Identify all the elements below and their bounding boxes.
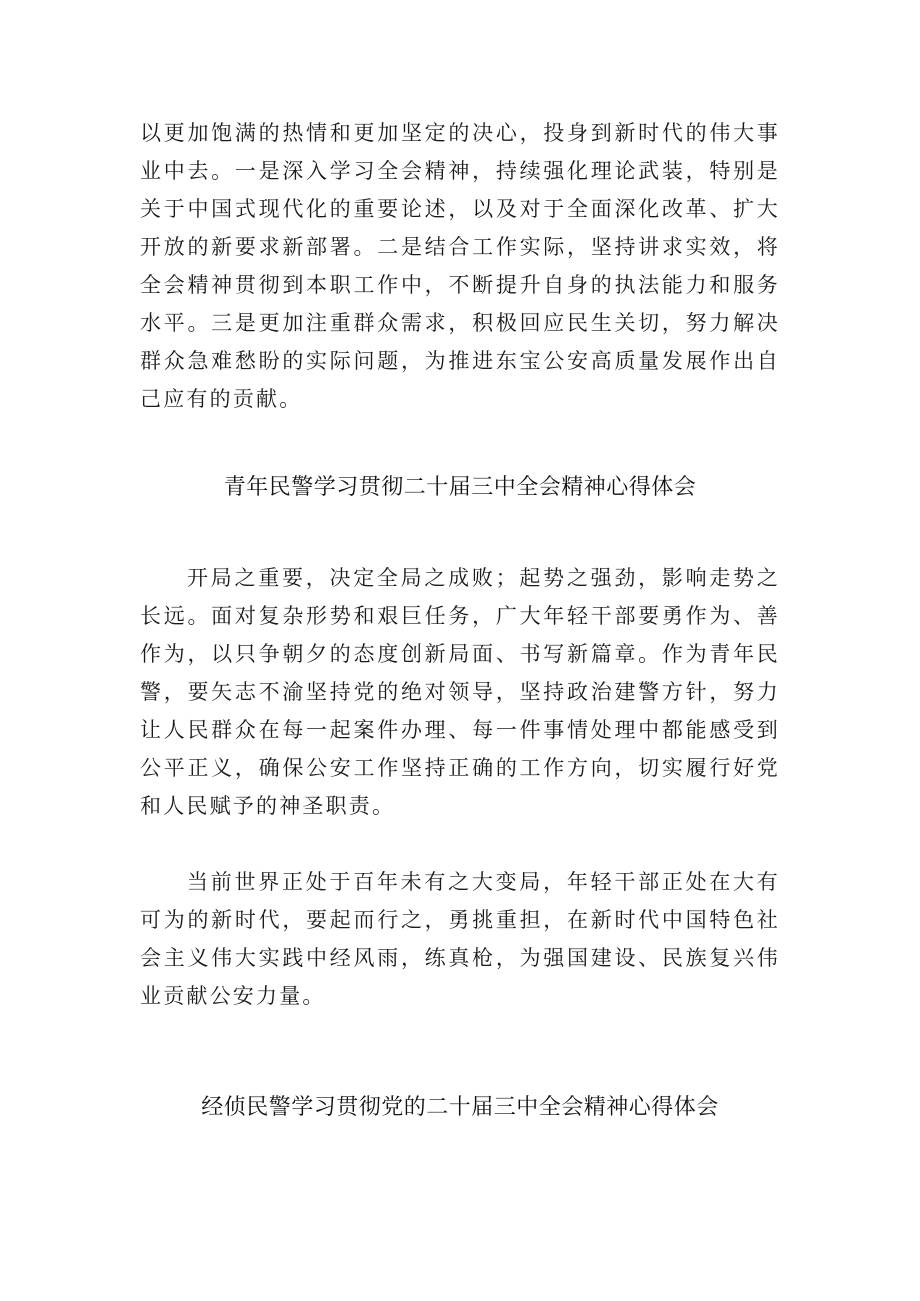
section-heading-youth-police: 青年民警学习贯彻二十届三中全会精神心得体会 <box>223 475 697 500</box>
paragraph-continuation: 以更加饱满的热情和更加坚定的决心，投身到新时代的伟大事业中去。一是深入学习全会精神，持续强化理论武装，特别是关于中国式现代化的重要论述，以及对于全面深化改革、扩大开放的新要求新部署。二是结合工作实际，坚持讲求实效，将全会精神贯彻到本职工作中，不断提升自身的执法能力和服务水平。三是更加注重群众需求，积极回应民生关切，努力解决群众急难愁盼的实际问题，为推进东宝公安高质量发展作出自己应有的贡献。 <box>140 121 780 411</box>
section-heading-economic-police: 经侦民警学习贯彻党的二十届三中全会精神心得体会 <box>201 1095 719 1120</box>
paragraph-youth-police-1: 开局之重要，决定全局之成败；起势之强劲，影响走势之长远。面对复杂形势和艰巨任务，广大年轻干部要勇作为、善作为，以只争朝夕的态度创新局面、书写新篇章。作为青年民警，要矢志不渝坚持党的绝对领导，坚持政治建警方针，努力让人民群众在每一起案件办理、每一件事情处理中都能感受到公平正义，确保公安工作坚持正确的工作方向，切实履行好党和人民赋予的神圣职责。 <box>140 566 780 818</box>
paragraph-youth-police-2: 当前世界正处于百年未有之大变局，年轻干部正处在大有可为的新时代，要起而行之，勇挑重担，在新时代中国特色社会主义伟大实践中经风雨，练真枪，为强国建设、民族复兴伟业贡献公安力量。 <box>140 870 780 1008</box>
